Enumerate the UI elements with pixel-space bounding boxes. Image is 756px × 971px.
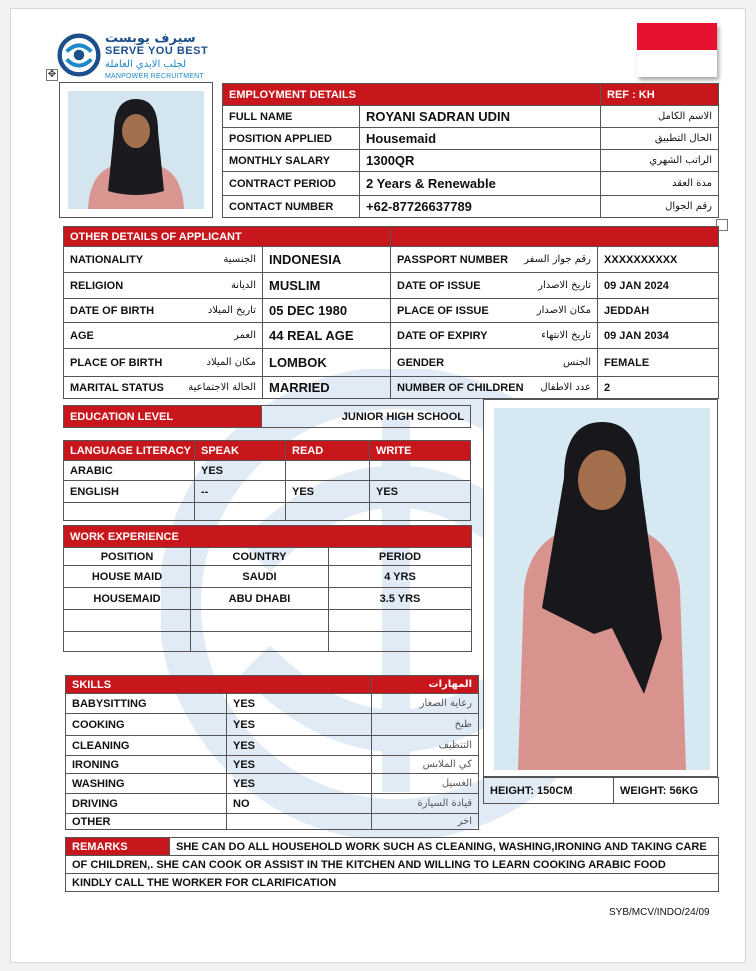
skill-row bbox=[66, 714, 479, 736]
place-of-birth-arabic: مكان الميلاد bbox=[206, 356, 256, 368]
place-of-birth-label: PLACE OF BIRTH bbox=[70, 356, 163, 369]
language-literacy-header: LANGUAGE LITERACY bbox=[64, 441, 195, 461]
contract-period-arabic: مدة العقد bbox=[601, 172, 719, 196]
remarks-line-1: SHE CAN DO ALL HOUSEHOLD WORK SUCH AS CLEANING, WASHING,IRONING AND TAKING CARE bbox=[170, 838, 719, 856]
monthly-salary-arabic: الراتب الشهري bbox=[601, 150, 719, 172]
full-name-label: FULL NAME bbox=[223, 106, 360, 128]
position-applied-arabic: الحال التطبيق bbox=[601, 128, 719, 150]
language-read bbox=[286, 461, 370, 481]
write-header: WRITE bbox=[370, 441, 471, 461]
skill-arabic: كي الملابس bbox=[372, 756, 479, 774]
nationality-value: INDONESIA bbox=[263, 247, 391, 273]
language-speak: -- bbox=[195, 481, 286, 503]
skill-arabic: طبخ bbox=[372, 714, 479, 736]
skill-arabic: الغسيل bbox=[372, 774, 479, 794]
nationality-arabic: الجنسية bbox=[223, 253, 256, 265]
work-row bbox=[64, 566, 472, 588]
language-speak: YES bbox=[195, 461, 286, 481]
indonesia-flag bbox=[637, 23, 717, 77]
skill-name: BABYSITTING bbox=[66, 694, 227, 714]
logo-arabic-tagline: لجلب الايدي العاملة bbox=[105, 59, 187, 70]
date-of-birth-value: 05 DEC 1980 bbox=[263, 299, 391, 323]
skill-row bbox=[66, 736, 479, 756]
other-row-nationality bbox=[64, 247, 719, 273]
other-details-header: OTHER DETAILS OF APPLICANT bbox=[64, 227, 391, 247]
language-read: YES bbox=[286, 481, 370, 503]
position-applied-value: Housemaid bbox=[360, 128, 601, 150]
other-row-place-of-birth bbox=[64, 349, 719, 377]
large-photo-frame bbox=[483, 399, 718, 777]
religion-value: MUSLIM bbox=[263, 273, 391, 299]
skill-name: OTHER bbox=[66, 814, 227, 830]
place-of-issue-value: JEDDAH bbox=[598, 299, 719, 323]
skill-row bbox=[66, 756, 479, 774]
remarks-label: REMARKS bbox=[66, 838, 170, 856]
work-row bbox=[64, 588, 472, 610]
contract-period-label: CONTRACT PERIOD bbox=[223, 172, 360, 196]
gender-arabic: الجنس bbox=[562, 356, 592, 368]
language-row-arabic bbox=[64, 461, 471, 481]
date-of-expiry-arabic: تاريخ الانتهاء bbox=[541, 329, 592, 341]
place-of-birth-value: LOMBOK bbox=[263, 349, 391, 377]
position-applied-label: POSITION APPLIED bbox=[223, 128, 360, 150]
remarks-line-3: KINDLY CALL THE WORKER FOR CLARIFICATION bbox=[66, 874, 719, 892]
skill-value: YES bbox=[227, 736, 372, 756]
passport-number-value: XXXXXXXXXX bbox=[598, 247, 719, 273]
read-header: READ bbox=[286, 441, 370, 461]
small-photo-frame bbox=[59, 82, 213, 218]
skill-value: YES bbox=[227, 714, 372, 736]
skill-name: WASHING bbox=[66, 774, 227, 794]
speak-header: SPEAK bbox=[195, 441, 286, 461]
date-of-issue-value: 09 JAN 2024 bbox=[598, 273, 719, 299]
skills-header: SKILLS bbox=[66, 676, 372, 694]
work-country bbox=[191, 632, 329, 652]
employment-details-table bbox=[222, 83, 719, 218]
remarks-table bbox=[65, 837, 719, 892]
education-level-value: JUNIOR HIGH SCHOOL bbox=[262, 406, 471, 428]
language-table bbox=[63, 440, 471, 521]
age-value: 44 REAL AGE bbox=[263, 323, 391, 349]
skill-value: YES bbox=[227, 694, 372, 714]
language-row-empty bbox=[64, 503, 471, 521]
work-period: 3.5 YRS bbox=[329, 588, 472, 610]
religion-label: RELIGION bbox=[70, 279, 124, 292]
skill-value: NO bbox=[227, 794, 372, 814]
skill-name: CLEANING bbox=[66, 736, 227, 756]
religion-arabic: الديانة bbox=[230, 279, 256, 291]
cv-page bbox=[10, 8, 746, 963]
passport-number-arabic: رقم جواز السفر bbox=[524, 253, 592, 265]
work-position bbox=[64, 610, 191, 632]
skill-arabic: اخر bbox=[372, 814, 479, 830]
skill-value bbox=[227, 814, 372, 830]
skill-name: DRIVING bbox=[66, 794, 227, 814]
other-row-marital bbox=[64, 377, 719, 399]
employment-details-header: EMPLOYMENT DETAILS bbox=[223, 84, 601, 106]
measurements-table bbox=[483, 777, 719, 804]
work-country bbox=[191, 610, 329, 632]
language-read bbox=[286, 503, 370, 521]
applicant-photo-large bbox=[494, 408, 710, 770]
work-period bbox=[329, 632, 472, 652]
other-details-header-blank bbox=[391, 227, 719, 247]
place-of-issue-label: PLACE OF ISSUE bbox=[397, 304, 489, 317]
date-of-issue-label: DATE OF ISSUE bbox=[397, 279, 481, 292]
language-name: ARABIC bbox=[64, 461, 195, 481]
work-period: 4 YRS bbox=[329, 566, 472, 588]
date-of-expiry-value: 09 JAN 2034 bbox=[598, 323, 719, 349]
contact-number-value: +62-87726637789 bbox=[360, 196, 601, 218]
work-experience-table bbox=[63, 525, 472, 652]
contact-number-label: CONTACT NUMBER bbox=[223, 196, 360, 218]
marital-status-arabic: الحالة الاجتماعية bbox=[188, 381, 256, 393]
marital-status-label: MARITAL STATUS bbox=[70, 381, 164, 394]
date-of-birth-label: DATE OF BIRTH bbox=[70, 304, 155, 317]
contract-period-value: 2 Years & Renewable bbox=[360, 172, 601, 196]
date-of-expiry-label: DATE OF EXPIRY bbox=[397, 329, 488, 342]
other-row-religion bbox=[64, 273, 719, 299]
remarks-line-2: OF CHILDREN,. SHE CAN COOK OR ASSIST IN THE KITCHEN AND WILLING TO LEARN COOKING ARABIC FOOD bbox=[66, 856, 719, 874]
education-table bbox=[63, 405, 471, 428]
skill-arabic: التنظيف bbox=[372, 736, 479, 756]
skill-value: YES bbox=[227, 774, 372, 794]
skills-table bbox=[65, 675, 479, 830]
language-speak bbox=[195, 503, 286, 521]
marital-status-value: MARRIED bbox=[263, 377, 391, 399]
work-period bbox=[329, 610, 472, 632]
applicant-portrait-large-icon bbox=[494, 408, 710, 770]
work-position: HOUSEMAID bbox=[64, 588, 191, 610]
logo-arabic-name: سيرف يوبست bbox=[105, 31, 196, 46]
language-name bbox=[64, 503, 195, 521]
document-code: SYB/MCV/INDO/24/09 bbox=[609, 907, 710, 918]
work-position bbox=[64, 632, 191, 652]
skill-row bbox=[66, 814, 479, 830]
work-row bbox=[64, 610, 472, 632]
language-row-english bbox=[64, 481, 471, 503]
skill-value: YES bbox=[227, 756, 372, 774]
skill-arabic: رعاية الصغار bbox=[372, 694, 479, 714]
work-col-position: POSITION bbox=[64, 548, 191, 566]
language-write bbox=[370, 503, 471, 521]
skill-name: COOKING bbox=[66, 714, 227, 736]
age-label: AGE bbox=[70, 329, 94, 342]
passport-number-label: PASSPORT NUMBER bbox=[397, 253, 509, 266]
full-name-value: ROYANI SADRAN UDIN bbox=[360, 106, 601, 128]
other-details-table bbox=[63, 226, 719, 399]
skills-header-arabic: المهارات bbox=[372, 676, 479, 694]
language-name: ENGLISH bbox=[64, 481, 195, 503]
number-of-children-label: NUMBER OF CHILDREN bbox=[397, 381, 524, 394]
language-write: YES bbox=[370, 481, 471, 503]
weight-value: WEIGHT: 56KG bbox=[614, 778, 719, 804]
ref-code: REF : KH bbox=[601, 84, 719, 106]
full-name-arabic: الاسم الكامل bbox=[601, 106, 719, 128]
date-of-issue-arabic: تاريخ الاصدار bbox=[538, 279, 592, 291]
skill-name: IRONING bbox=[66, 756, 227, 774]
flag-white-band bbox=[637, 50, 717, 77]
nationality-label: NATIONALITY bbox=[70, 253, 144, 266]
skill-row bbox=[66, 774, 479, 794]
work-col-country: COUNTRY bbox=[191, 548, 329, 566]
number-of-children-arabic: عدد الاطفال bbox=[540, 381, 592, 393]
work-country: SAUDI bbox=[191, 566, 329, 588]
logo-tagline: MANPOWER RECRUITMENT bbox=[105, 73, 204, 80]
date-of-birth-arabic: تاريخ الميلاد bbox=[207, 304, 256, 316]
contact-number-arabic: رقم الجوال bbox=[601, 196, 719, 218]
work-position: HOUSE MAID bbox=[64, 566, 191, 588]
work-row bbox=[64, 632, 472, 652]
company-logo bbox=[57, 31, 217, 87]
height-value: HEIGHT: 150CM bbox=[484, 778, 614, 804]
skill-row bbox=[66, 694, 479, 714]
applicant-photo-small bbox=[68, 91, 204, 209]
logo-english-name: SERVE YOU BEST bbox=[105, 45, 209, 57]
gender-value: FEMALE bbox=[598, 349, 719, 377]
work-country: ABU DHABI bbox=[191, 588, 329, 610]
skill-arabic: قيادة السيارة bbox=[372, 794, 479, 814]
work-experience-header: WORK EXPERIENCE bbox=[64, 526, 472, 548]
table-move-handle-icon[interactable]: ✥ bbox=[47, 69, 57, 80]
gender-label: GENDER bbox=[397, 356, 445, 369]
monthly-salary-value: 1300QR bbox=[360, 150, 601, 172]
globe-logo-icon bbox=[57, 33, 101, 77]
monthly-salary-label: MONTHLY SALARY bbox=[223, 150, 360, 172]
flag-red-band bbox=[637, 23, 717, 50]
language-write bbox=[370, 461, 471, 481]
number-of-children-value: 2 bbox=[598, 377, 719, 399]
other-row-age bbox=[64, 323, 719, 349]
place-of-issue-arabic: مكان الاصدار bbox=[536, 304, 592, 316]
work-col-period: PERIOD bbox=[329, 548, 472, 566]
education-level-label: EDUCATION LEVEL bbox=[64, 406, 262, 428]
other-row-dob bbox=[64, 299, 719, 323]
skill-row bbox=[66, 794, 479, 814]
applicant-portrait-small-icon bbox=[68, 91, 204, 209]
age-arabic: العمر bbox=[234, 329, 256, 341]
